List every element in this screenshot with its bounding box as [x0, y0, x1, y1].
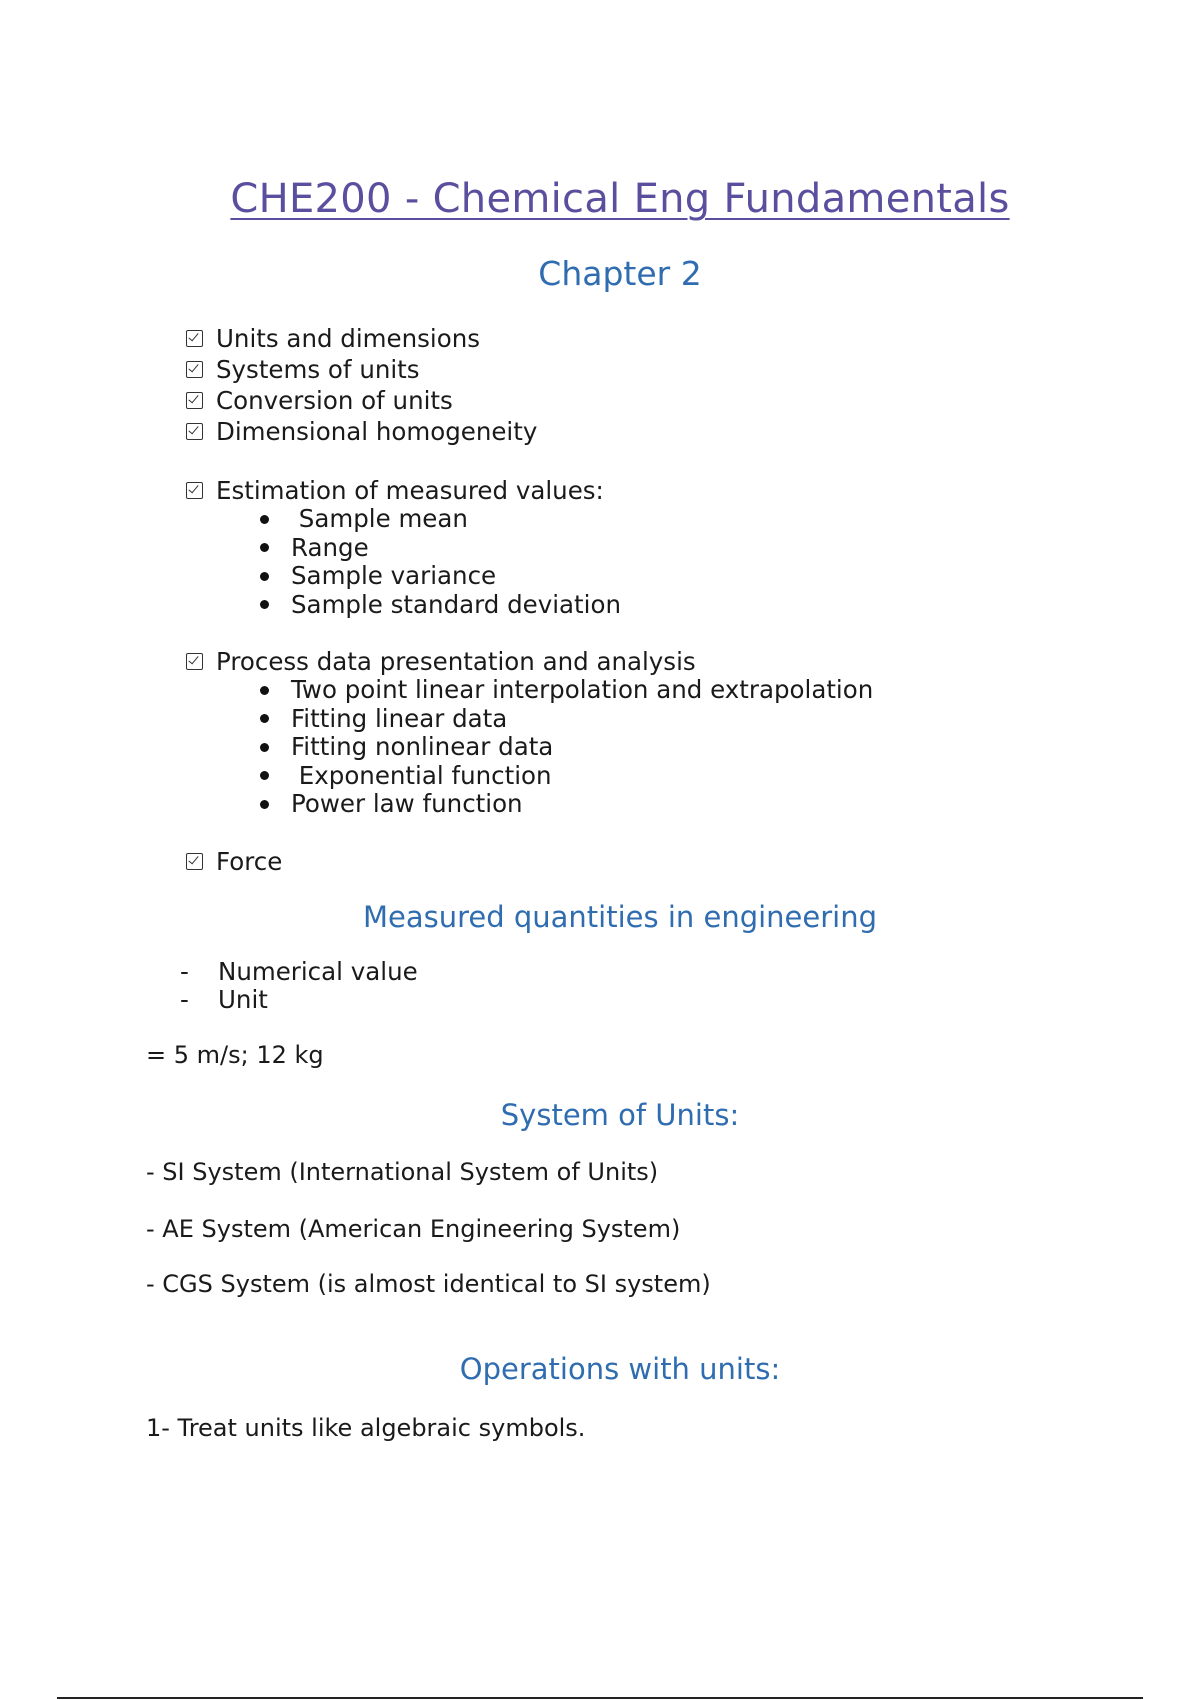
document-title: CHE200 - Chemical Eng Fundamentals — [230, 176, 1010, 222]
page-bottom-divider — [57, 1697, 1143, 1699]
estimation-bullet-list — [260, 505, 621, 619]
process-bullet-list — [260, 676, 873, 819]
list-item-label: Fitting nonlinear data — [291, 732, 554, 761]
checklist-item — [186, 846, 282, 877]
operations-heading: Operations with units: — [459, 1352, 781, 1386]
checklist-item-label: Dimensional homogeneity — [216, 417, 538, 446]
list-item-label: Fitting linear data — [291, 703, 508, 733]
list-item-label: Sample variance — [291, 561, 497, 590]
bullet-icon — [260, 686, 269, 695]
system-line: - CGS System (is almost identical to SI system) — [146, 1270, 711, 1298]
checklist-process — [186, 646, 696, 677]
bullet-icon — [260, 600, 269, 609]
checked-box-icon — [186, 361, 203, 378]
list-item — [260, 733, 873, 762]
example-line: = 5 m/s; 12 kg — [146, 1041, 324, 1069]
checked-box-icon — [186, 482, 203, 499]
checklist-item — [186, 416, 537, 447]
chapter-heading: Chapter 2 — [538, 254, 702, 293]
dash-marker: - — [180, 985, 189, 1014]
checklist-force — [186, 846, 282, 877]
checklist-item-label: Estimation of measured values: — [216, 476, 604, 505]
checked-box-icon — [186, 330, 203, 347]
list-item-label: Power law function — [291, 789, 523, 818]
list-item-label: Unit — [218, 985, 268, 1014]
measured-items-list — [180, 958, 418, 1014]
checklist-topics — [186, 323, 537, 447]
list-item — [260, 790, 873, 819]
measured-quantities-heading: Measured quantities in engineering — [362, 900, 877, 934]
bullet-icon — [260, 572, 269, 581]
list-item — [260, 762, 873, 791]
checked-box-icon — [186, 392, 203, 409]
list-item-label: Sample mean — [291, 504, 468, 533]
checklist-item-label: Units and dimensions — [216, 324, 480, 353]
checked-box-icon — [186, 653, 203, 670]
system-of-units-heading: System of Units: — [500, 1098, 740, 1132]
checklist-item — [186, 475, 604, 506]
operations-line: 1- Treat units like algebraic symbols. — [146, 1414, 586, 1442]
list-item — [260, 562, 621, 591]
bullet-icon — [260, 743, 269, 752]
checklist-item-label: Process data presentation and analysis — [216, 647, 696, 676]
checked-box-icon — [186, 423, 203, 440]
checklist-item — [186, 646, 696, 677]
bullet-icon — [260, 714, 269, 723]
checklist-item-label: Force — [216, 847, 283, 876]
list-item-label: Sample standard deviation — [291, 589, 621, 619]
checklist-estimation — [186, 475, 604, 506]
dash-marker: - — [180, 957, 189, 986]
system-line: - AE System (American Engineering System) — [146, 1215, 681, 1243]
list-item — [260, 676, 873, 705]
list-item — [260, 705, 873, 734]
checklist-item — [186, 323, 537, 354]
list-item — [260, 505, 621, 534]
list-item-label: Exponential function — [291, 760, 552, 790]
bullet-icon — [260, 800, 269, 809]
list-item — [260, 534, 621, 563]
list-item-label: Two point linear interpolation and extrapolation — [291, 675, 874, 704]
checklist-item — [186, 354, 537, 385]
system-line: - SI System (International System of Units) — [146, 1158, 659, 1186]
list-item — [180, 958, 418, 986]
bullet-icon — [260, 515, 269, 524]
list-item — [180, 986, 418, 1014]
checklist-item-label: Conversion of units — [216, 386, 453, 415]
checklist-item — [186, 385, 537, 416]
checklist-item-label: Systems of units — [216, 355, 420, 384]
bullet-icon — [260, 543, 269, 552]
list-item-label: Numerical value — [218, 957, 418, 986]
list-item-label: Range — [291, 532, 369, 562]
list-item — [260, 591, 621, 620]
bullet-icon — [260, 771, 269, 780]
checked-box-icon — [186, 853, 203, 870]
